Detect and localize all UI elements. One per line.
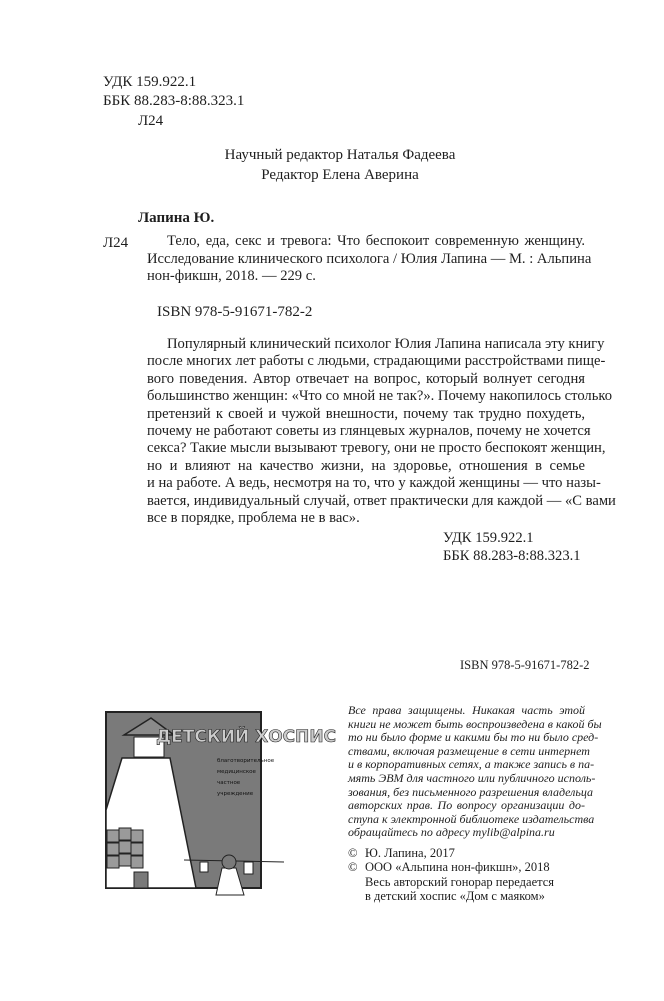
rights-line: ствами, включая размещение в сети интернет [348, 743, 590, 758]
rights-line: и в корпоративных сетях, а также запись в па- [348, 757, 595, 772]
book-author: Лапина Ю. [138, 210, 215, 226]
svg-text:учреждение: учреждение [217, 791, 254, 797]
annotation-line: Популярный клинический психолог Юлия Лапина написала эту книгу [167, 336, 605, 352]
copyright-publisher: ООО «Альпина нон-фикшн», 2018 [365, 860, 550, 875]
copyright-author: Ю. Лапина, 2017 [365, 846, 455, 860]
editor: Редактор Елена Аверина [261, 167, 419, 183]
bibliographic-author-mark: Л24 [103, 235, 129, 251]
bibliographic-line: нон-фикшн, 2018. — 229 с. [147, 268, 316, 285]
royalty-note-2: в детский хоспис «Дом с маяком» [365, 889, 545, 904]
svg-text:частное: частное [217, 780, 241, 786]
bibliographic-record [147, 233, 592, 286]
svg-text:медицинское: медицинское [217, 769, 256, 775]
bbk-code: ББК 88.283-8:88.323.1 [103, 93, 245, 109]
rights-line: авторских прав. По вопросу организации до- [348, 798, 585, 813]
royalty-note-1: Весь авторский гонорар передается [365, 874, 555, 889]
isbn: ISBN 978-5-91671-782-2 [157, 304, 313, 320]
lighthouse-icon [104, 710, 337, 895]
rights-line: обращайтесь по адресу mylib@alpina.ru [348, 825, 555, 840]
annotation-line: вого поведения. Автор отвечает на вопрос, который волнует сегодня [147, 370, 585, 387]
annotation-line: претензий к своей и чужой внешности, почему так трудно похудеть, [147, 405, 585, 422]
rights-line: мять ЭВМ для частного или публичного исполь- [348, 770, 596, 785]
svg-text:благотворительное: благотворительное [217, 758, 275, 764]
udk-code: УДК 159.922.1 [103, 74, 197, 90]
scientific-editor: Научный редактор Наталья Фадеева [224, 147, 456, 163]
annotation-line: и на работе. А ведь, несмотря на то, что у каждой женщины — что назы- [147, 475, 601, 492]
classification-udk: УДК 159.922.1 [443, 530, 534, 546]
author-mark: Л24 [138, 113, 164, 129]
rights-line: Все права защищены. Никакая часть этой [348, 703, 585, 717]
annotation-line: все в порядке, проблема не в вас». [147, 510, 360, 527]
rights-notice [348, 703, 602, 840]
copyright-icon: © [348, 846, 358, 860]
rights-line: то ни было форме и какими бы то ни было сред- [348, 730, 599, 745]
logo-name: ДЕТСКИЙ ХОСПИС [156, 727, 337, 747]
classification-bbk: ББК 88.283-8:88.323.1 [443, 548, 581, 564]
rights-line: книги не может быть воспроизведена в какой бы [348, 716, 602, 731]
bibliographic-line: Исследование клинического психолога / Юлия Лапина — М. : Альпина [147, 250, 592, 267]
hospice-logo [104, 710, 337, 895]
annotation [147, 336, 616, 527]
annotation-line: вается, индивидуальный случай, ответ практически для каждой — «С вами [147, 492, 616, 509]
annotation-line: почему не работают советы из глянцевых журналов, почему не хочется [147, 423, 591, 440]
rights-line: ступа к электронной библиотеке издательства [348, 811, 595, 826]
annotation-line: но и влияют на качество жизни, на здоровье, отношения в семье [147, 457, 585, 474]
copyright-block [348, 846, 554, 904]
rights-line: зования, без письменного разрешения владельца [348, 784, 594, 799]
annotation-line: секса? Такие мысли вызывают тревогу, они не просто беспокоят женщин, [147, 440, 606, 457]
annotation-line: после многих лет работы с людьми, страдающими расстройствами пище- [147, 353, 606, 370]
annotation-line: большинство женщин: «Что со мной не так?». Почему накопилось столько [147, 388, 613, 405]
bibliographic-line: Тело, еда, секс и тревога: Что беспокоит современную женщину. [167, 233, 585, 249]
classification-isbn: ISBN 978-5-91671-782-2 [460, 658, 590, 672]
copyright-icon: © [348, 860, 358, 875]
